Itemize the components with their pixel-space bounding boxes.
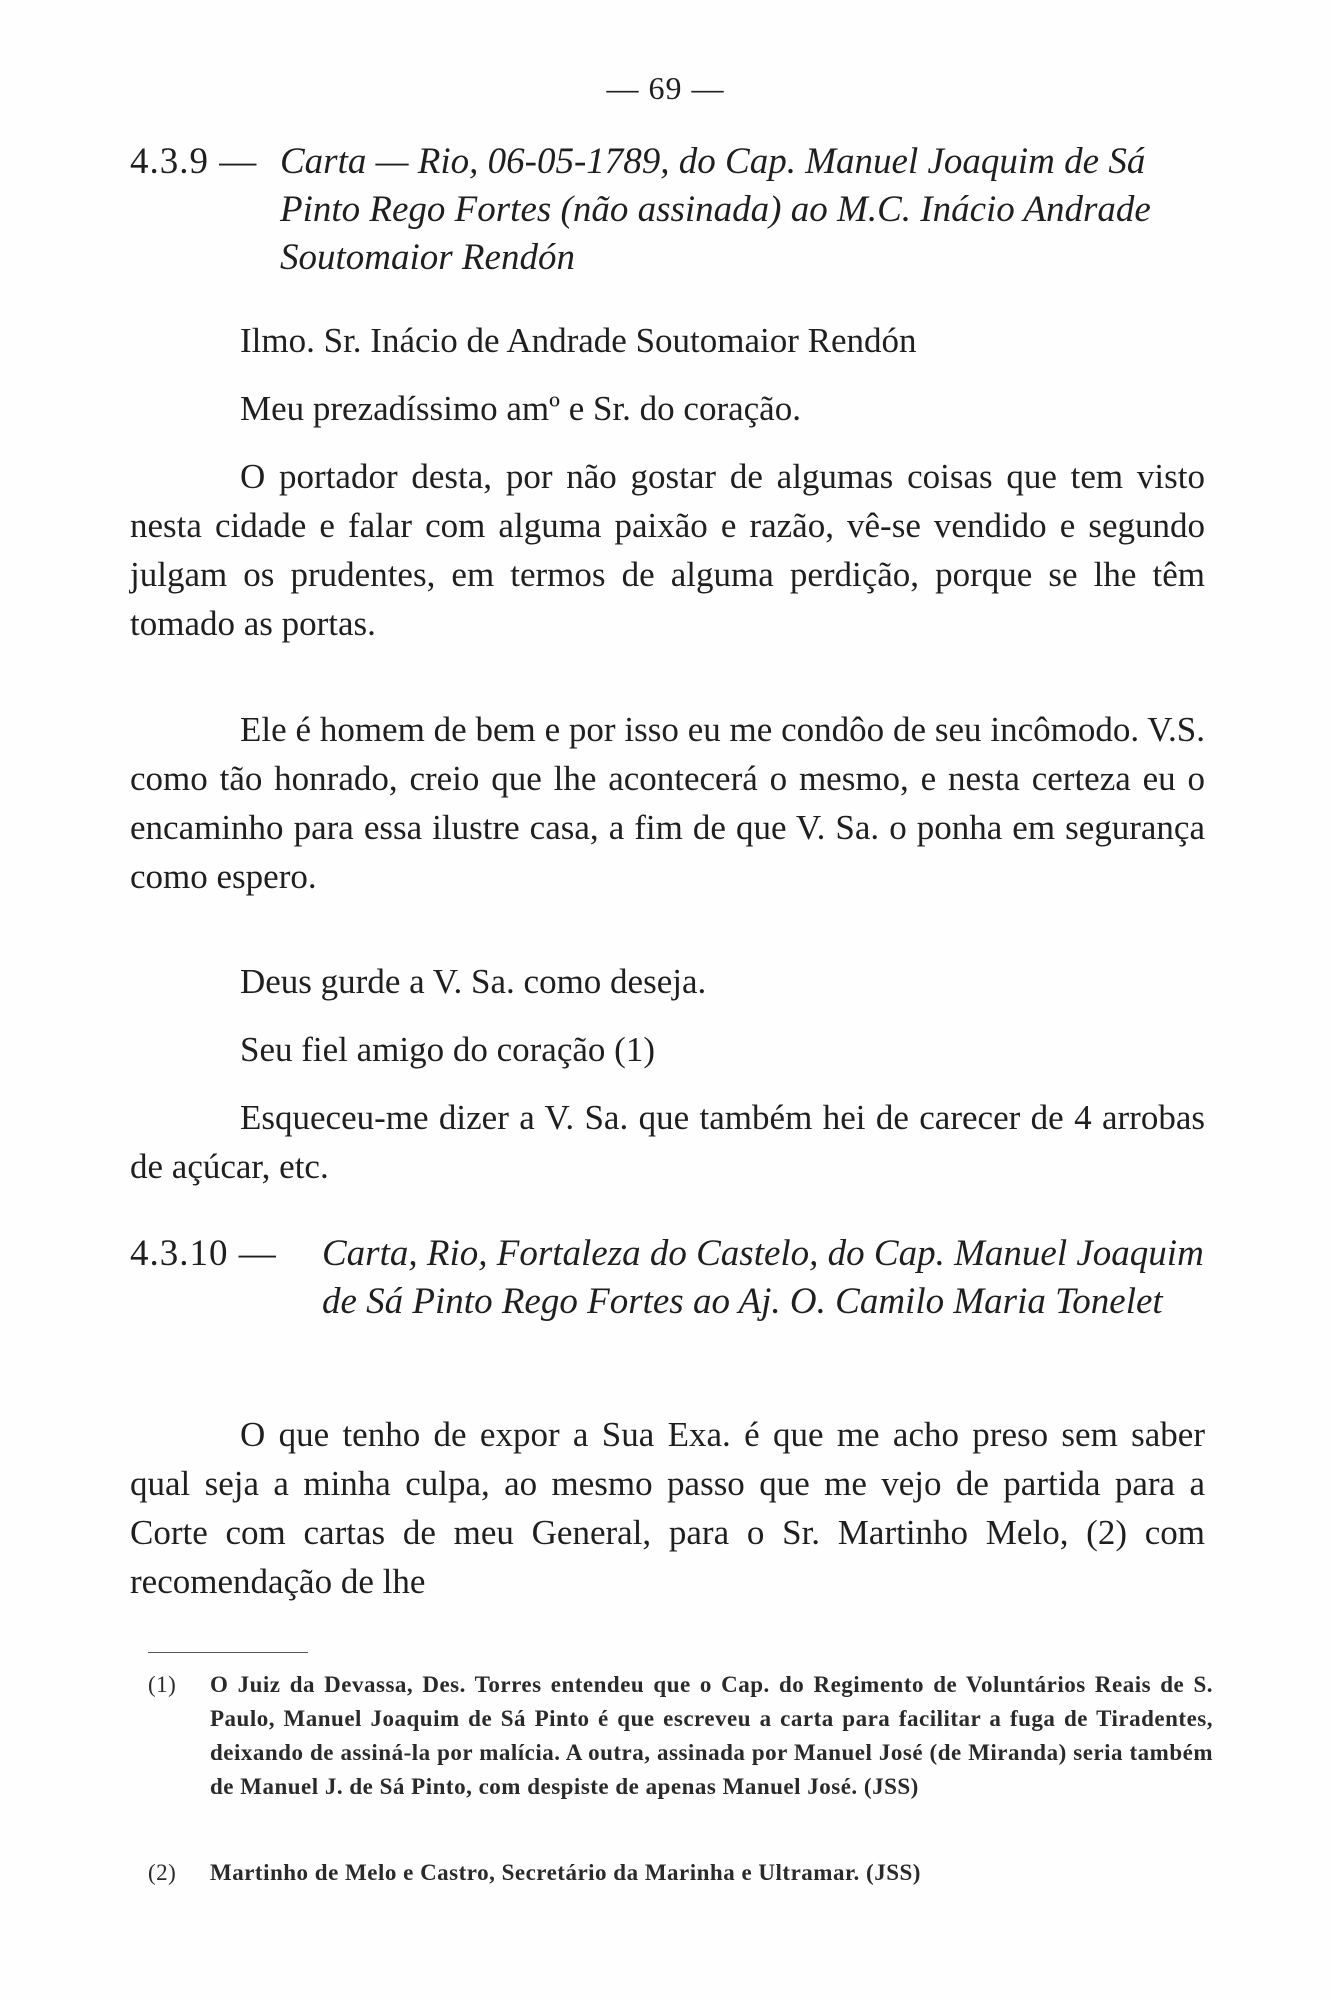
footnote-text: Martinho de Melo e Castro, Secretário da Marinha e Ultramar. (JSS) xyxy=(210,1860,921,1885)
footnote-divider xyxy=(148,1652,308,1653)
footnote-2 xyxy=(148,1856,1213,1890)
page-number: — 69 — xyxy=(606,70,725,106)
letter-paragraph: Ele é homem de bem e por isso eu me condôo de seu incômodo. V.S. como tão honrado, creio que lhe acontecerá o mesmo, e nesta certeza eu o encaminho para essa ilustre casa, a fim de que V. Sa. o ponha em segurança como espero. xyxy=(130,710,1205,896)
letter-salutation: Ilmo. Sr. Inácio de Andrade Soutomaior Rendón xyxy=(240,321,917,360)
letter-closing: Deus gurde a V. Sa. como deseja. xyxy=(240,962,707,1001)
footnote-1 xyxy=(148,1668,1213,1804)
footnote-text: O Juiz da Devassa, Des. Torres entendeu que o Cap. do Regimento de Voluntários Reais de S. Paulo, Manuel Joaquim de Sá Pinto é que escreveu a carta para facilitar a fuga de Tiradentes, deixando de assiná-la por malícia. A outra, assinada por Manuel José (de Miranda) seria também de Manuel J. de Sá Pinto, com despiste de apenas Manuel José. (JSS) xyxy=(210,1672,1213,1799)
letter-greeting: Meu prezadíssimo amº e Sr. do coração. xyxy=(240,389,801,428)
section-title: Carta, Rio, Fortaleza do Castelo, do Cap. Manuel Joaquim de Sá Pinto Rego Fortes ao Aj. O. Camilo Maria Tonelet xyxy=(322,1233,1204,1322)
section-number: 4.3.10 — xyxy=(130,1233,277,1274)
letter-paragraph: O que tenho de expor a Sua Exa. é que me acho preso sem saber qual seja a minha culpa, ao mesmo passo que me vejo de partida para a Corte com cartas de meu General, para o Sr. Martinho Melo, (2) com recomendação de lhe xyxy=(130,1415,1205,1601)
letter-paragraph: O portador desta, por não gostar de algumas coisas que tem visto nesta cidade e falar com alguma paixão e razão, vê-se vendido e segundo julgam os prudentes, em termos de alguma perdição, porque se lhe têm tomado as portas. xyxy=(130,457,1205,643)
section-number: 4.3.9 — xyxy=(130,141,258,182)
footnote-mark: (2) xyxy=(148,1860,177,1885)
section-title: Carta — Rio, 06-05-1789, do Cap. Manuel Joaquim de Sá Pinto Rego Fortes (não assinada) ao M.C. Inácio Andrade Soutomaior Rendón xyxy=(280,141,1151,278)
letter-signature-line: Seu fiel amigo do coração (1) xyxy=(240,1030,655,1069)
footnote-mark: (1) xyxy=(148,1672,177,1697)
section-heading-4-3-10 xyxy=(130,1230,1210,1326)
section-heading-4-3-9 xyxy=(130,138,1210,282)
letter-postscript: Esqueceu-me dizer a V. Sa. que também hei de carecer de 4 arrobas de açúcar, etc. xyxy=(130,1098,1205,1186)
